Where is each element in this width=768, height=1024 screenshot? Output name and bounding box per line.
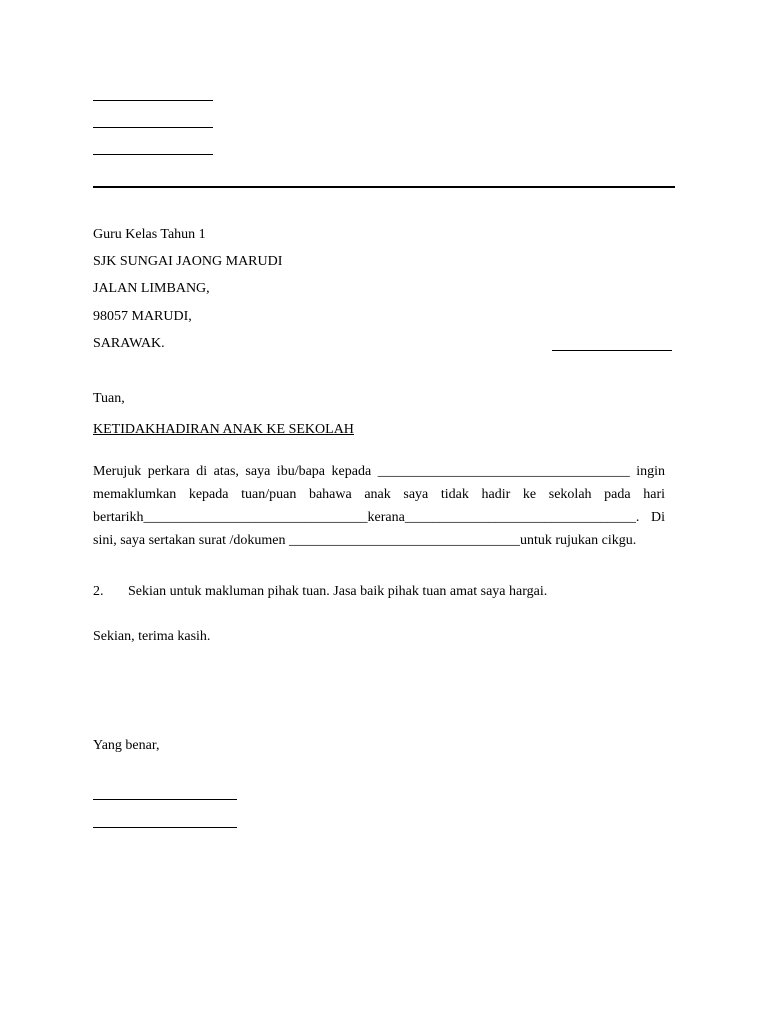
- salutation: Tuan,: [93, 391, 125, 406]
- paragraph-row-1: Merujuk perkara di atas, saya ibu/bapa kepada ____________________________________ ingin: [93, 464, 665, 479]
- closing-text: Sekian, terima kasih.: [93, 629, 211, 644]
- paragraph-row-2: memaklumkan kepada tuan/puan bahawa anak saya tidak hadir ke sekolah pada hari: [93, 487, 665, 502]
- date-line[interactable]: [552, 350, 672, 351]
- body-paragraph: [93, 460, 665, 552]
- recipient-line-2: SJK SUNGAI JAONG MARUDI: [93, 254, 283, 269]
- recipient-line-3: JALAN LIMBANG,: [93, 281, 210, 296]
- point-number: 2.: [93, 584, 104, 599]
- sender-address-line-3[interactable]: [93, 154, 213, 155]
- header-divider: [93, 186, 675, 188]
- name-line[interactable]: [93, 827, 237, 828]
- recipient-line-1: Guru Kelas Tahun 1: [93, 227, 206, 242]
- recipient-line-5: SARAWAK.: [93, 336, 165, 351]
- paragraph-row-3: bertarikh________________________________kerana_________________________________. Di: [93, 510, 665, 525]
- paragraph-row-4: sini, saya sertakan surat /dokumen _________________________________untuk rujukan cikgu.: [93, 533, 637, 548]
- point-text: Sekian untuk makluman pihak tuan. Jasa baik pihak tuan amat saya hargai.: [128, 584, 548, 599]
- recipient-line-4: 98057 MARUDI,: [93, 309, 192, 324]
- signature-line[interactable]: [93, 799, 237, 800]
- sign-off: Yang benar,: [93, 738, 160, 753]
- sender-address-line-1[interactable]: [93, 100, 213, 101]
- letter-subject: KETIDAKHADIRAN ANAK KE SEKOLAH: [93, 422, 354, 437]
- sender-address-line-2[interactable]: [93, 127, 213, 128]
